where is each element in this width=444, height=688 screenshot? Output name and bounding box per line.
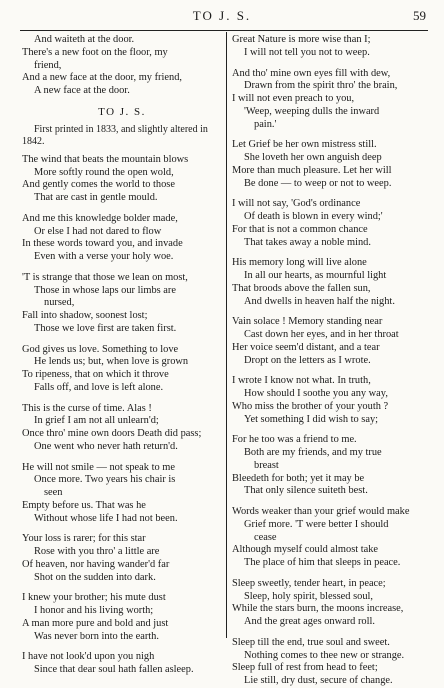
verse-line: One went who never hath return'd. bbox=[34, 440, 178, 452]
verse-line: She loveth her own anguish deep bbox=[244, 152, 382, 163]
verse-line: Rose with you thro' a little are bbox=[34, 546, 160, 557]
stanza bbox=[22, 344, 222, 395]
verse-line: Fall into shadow, soonest lost; bbox=[22, 310, 148, 321]
verse-line: Those in whose laps our limbs are bbox=[34, 284, 176, 296]
verse-line: How should I soothe you any way, bbox=[244, 388, 388, 399]
verse-line: nursed, bbox=[44, 297, 75, 309]
verse-line: He will not smile — not speak to me bbox=[22, 461, 175, 473]
verse-line: In these words toward you, and invade bbox=[22, 238, 183, 250]
verse-line: pain.' bbox=[254, 118, 277, 130]
verse-line: Of death is blown in every wind;' bbox=[244, 211, 383, 222]
stanza bbox=[232, 257, 432, 308]
verse-line: There's a new foot on the floor, my bbox=[22, 46, 168, 58]
stanza bbox=[232, 198, 432, 249]
verse-line: Sleep sweetly, tender heart, in peace; bbox=[232, 577, 386, 589]
poem-title: TO J. S. bbox=[98, 105, 146, 118]
verse-line: Shot on the sudden into dark. bbox=[34, 571, 156, 583]
verse-line: Sleep till the end, true soul and sweet. bbox=[232, 636, 390, 648]
verse-line: Of heaven, nor having wander'd far bbox=[22, 558, 170, 570]
stanza bbox=[232, 637, 432, 688]
running-head: TO J. S. bbox=[192, 8, 252, 23]
publication-note: First printed in 1833, and slightly altered in 1842. bbox=[22, 123, 208, 148]
verse-line: Nothing comes to thee new or strange. bbox=[244, 649, 405, 661]
stanza bbox=[22, 272, 222, 336]
stanza bbox=[232, 506, 432, 570]
verse-line: Lie still, dry dust, secure of change. bbox=[244, 675, 393, 686]
verse-line: To ripeness, that on which it throve bbox=[22, 369, 169, 380]
verse-line: Dropt on the letters as I wrote. bbox=[244, 354, 371, 366]
verse-line: The place of him that sleeps in peace. bbox=[244, 557, 401, 568]
stanza bbox=[232, 434, 432, 498]
stanza bbox=[232, 68, 432, 132]
verse-line: That are cast in gentle mould. bbox=[34, 192, 158, 203]
verse-line: Falls off, and love is left alone. bbox=[34, 381, 164, 393]
verse-line: Drawn from the spirit thro' the brain, bbox=[244, 80, 398, 92]
verse-line: 'T is strange that those we lean on most, bbox=[22, 271, 188, 283]
stanza bbox=[232, 139, 432, 190]
verse-line: God gives us love. Something to love bbox=[22, 343, 179, 355]
verse-line: I wrote I know not what. In truth, bbox=[232, 375, 371, 387]
verse-line: And dwells in heaven half the night. bbox=[244, 295, 395, 307]
verse-line: This is the curse of time. Alas ! bbox=[22, 402, 152, 414]
verse-line: That broods above the fallen sun, bbox=[232, 282, 371, 294]
stanza bbox=[232, 34, 432, 60]
verse-line: I will not say, 'God's ordinance bbox=[232, 198, 361, 210]
verse-line: breast bbox=[254, 459, 279, 471]
verse-line: Her voice seem'd distant, and a tear bbox=[232, 341, 380, 353]
stanza bbox=[22, 403, 222, 454]
verse-line: Be done — to weep or not to weep. bbox=[244, 177, 392, 189]
verse-line: Once more. Two years his chair is bbox=[34, 474, 176, 486]
verse-line: Both are my friends, and my true bbox=[244, 447, 382, 458]
verse-line: Your loss is rarer; for this star bbox=[22, 533, 146, 545]
verse-line: And waiteth at the door. bbox=[34, 34, 135, 45]
verse-line: And tho' mine own eyes fill with dew, bbox=[232, 67, 391, 79]
verse-line: For he too was a friend to me. bbox=[232, 434, 357, 446]
verse-line: For that is not a common chance bbox=[232, 223, 368, 235]
verse-line: And gently comes the world to those bbox=[22, 179, 175, 191]
stanza bbox=[22, 154, 222, 205]
stanza bbox=[232, 578, 432, 629]
verse-line: And me this knowledge bolder made, bbox=[22, 212, 178, 224]
verse-line: I will not tell you not to weep. bbox=[244, 46, 370, 58]
verse-line: Yet something I did wish to say; bbox=[244, 413, 379, 425]
verse-line: His memory long will live alone bbox=[232, 257, 367, 269]
right-column bbox=[232, 34, 432, 688]
verse-line: More softly round the open wold, bbox=[34, 166, 174, 178]
verse-line: And a new face at the door, my friend, bbox=[22, 72, 182, 84]
verse-line: 'Weep, weeping dulls the inward bbox=[244, 105, 380, 117]
verse-line: Bleedeth for both; yet it may be bbox=[232, 472, 365, 484]
header-rule bbox=[20, 30, 428, 31]
page-number: 59 bbox=[413, 8, 426, 23]
verse-line: A new face at the door. bbox=[34, 85, 130, 96]
stanza bbox=[22, 462, 222, 526]
verse-line: Or else I had not dared to flow bbox=[34, 225, 162, 237]
verse-line: He lends us; but, when love is grown bbox=[34, 356, 189, 368]
verse-line: Cast down her eyes, and in her throat bbox=[244, 329, 399, 340]
verse-line: Words weaker than your grief would make bbox=[232, 506, 410, 517]
verse-line: Since that dear soul hath fallen asleep. bbox=[34, 664, 194, 675]
stanza bbox=[232, 316, 432, 367]
verse-line: I will not even preach to you, bbox=[232, 93, 355, 104]
verse-line: More than much pleasure. Let her will bbox=[232, 164, 392, 176]
stanza bbox=[232, 375, 432, 426]
verse-line: I have not look'd upon you nigh bbox=[22, 651, 155, 663]
verse-line: That only silence suiteth best. bbox=[244, 485, 368, 497]
verse-line: cease bbox=[254, 531, 277, 543]
verse-line: Sleep full of rest from head to feet; bbox=[232, 662, 378, 674]
verse-line: Vain solace ! Memory standing near bbox=[232, 316, 383, 328]
verse-line: While the stars burn, the moons increase, bbox=[232, 603, 404, 615]
verse-line: Let Grief be her own mistress still. bbox=[232, 139, 377, 151]
verse-line: And the great ages onward roll. bbox=[244, 616, 375, 627]
stanza bbox=[22, 592, 222, 643]
verse-line: Great Nature is more wise than I; bbox=[232, 34, 371, 45]
verse-line: I knew your brother; his mute dust bbox=[22, 592, 166, 604]
verse-line: In grief I am not all unlearn'd; bbox=[34, 415, 159, 427]
verse-line: A man more pure and bold and just bbox=[22, 617, 169, 629]
verse-line: That takes away a noble mind. bbox=[244, 236, 371, 248]
verse-line: I honor and his living worth; bbox=[34, 605, 154, 616]
stanza bbox=[22, 34, 222, 98]
verse-line: Sleep, holy spirit, blessed soul, bbox=[244, 590, 374, 602]
verse-line: seen bbox=[44, 487, 63, 498]
left-column bbox=[22, 34, 222, 677]
verse-line: Empty before us. That was he bbox=[22, 499, 146, 511]
verse-line: Without whose life I had not been. bbox=[34, 512, 178, 524]
verse-line: Was never born into the earth. bbox=[34, 630, 159, 642]
verse-line: Those we love first are taken first. bbox=[34, 322, 177, 334]
verse-line: Although myself could almost take bbox=[232, 544, 379, 556]
verse-line: The wind that beats the mountain blows bbox=[22, 153, 189, 165]
verse-line: Who miss the brother of your youth ? bbox=[232, 400, 389, 412]
stanza bbox=[22, 213, 222, 264]
verse-line: In all our hearts, as mournful light bbox=[244, 270, 387, 281]
stanza bbox=[22, 651, 222, 677]
page-header bbox=[0, 6, 444, 26]
verse-line: Grief more. 'T were better I should bbox=[244, 518, 389, 530]
stanza bbox=[22, 533, 222, 584]
verse-line: Even with a verse your holy woe. bbox=[34, 251, 174, 262]
column-divider bbox=[226, 32, 227, 638]
verse-line: friend, bbox=[34, 59, 62, 71]
verse-line: Once thro' mine own doors Death did pass; bbox=[22, 428, 202, 439]
